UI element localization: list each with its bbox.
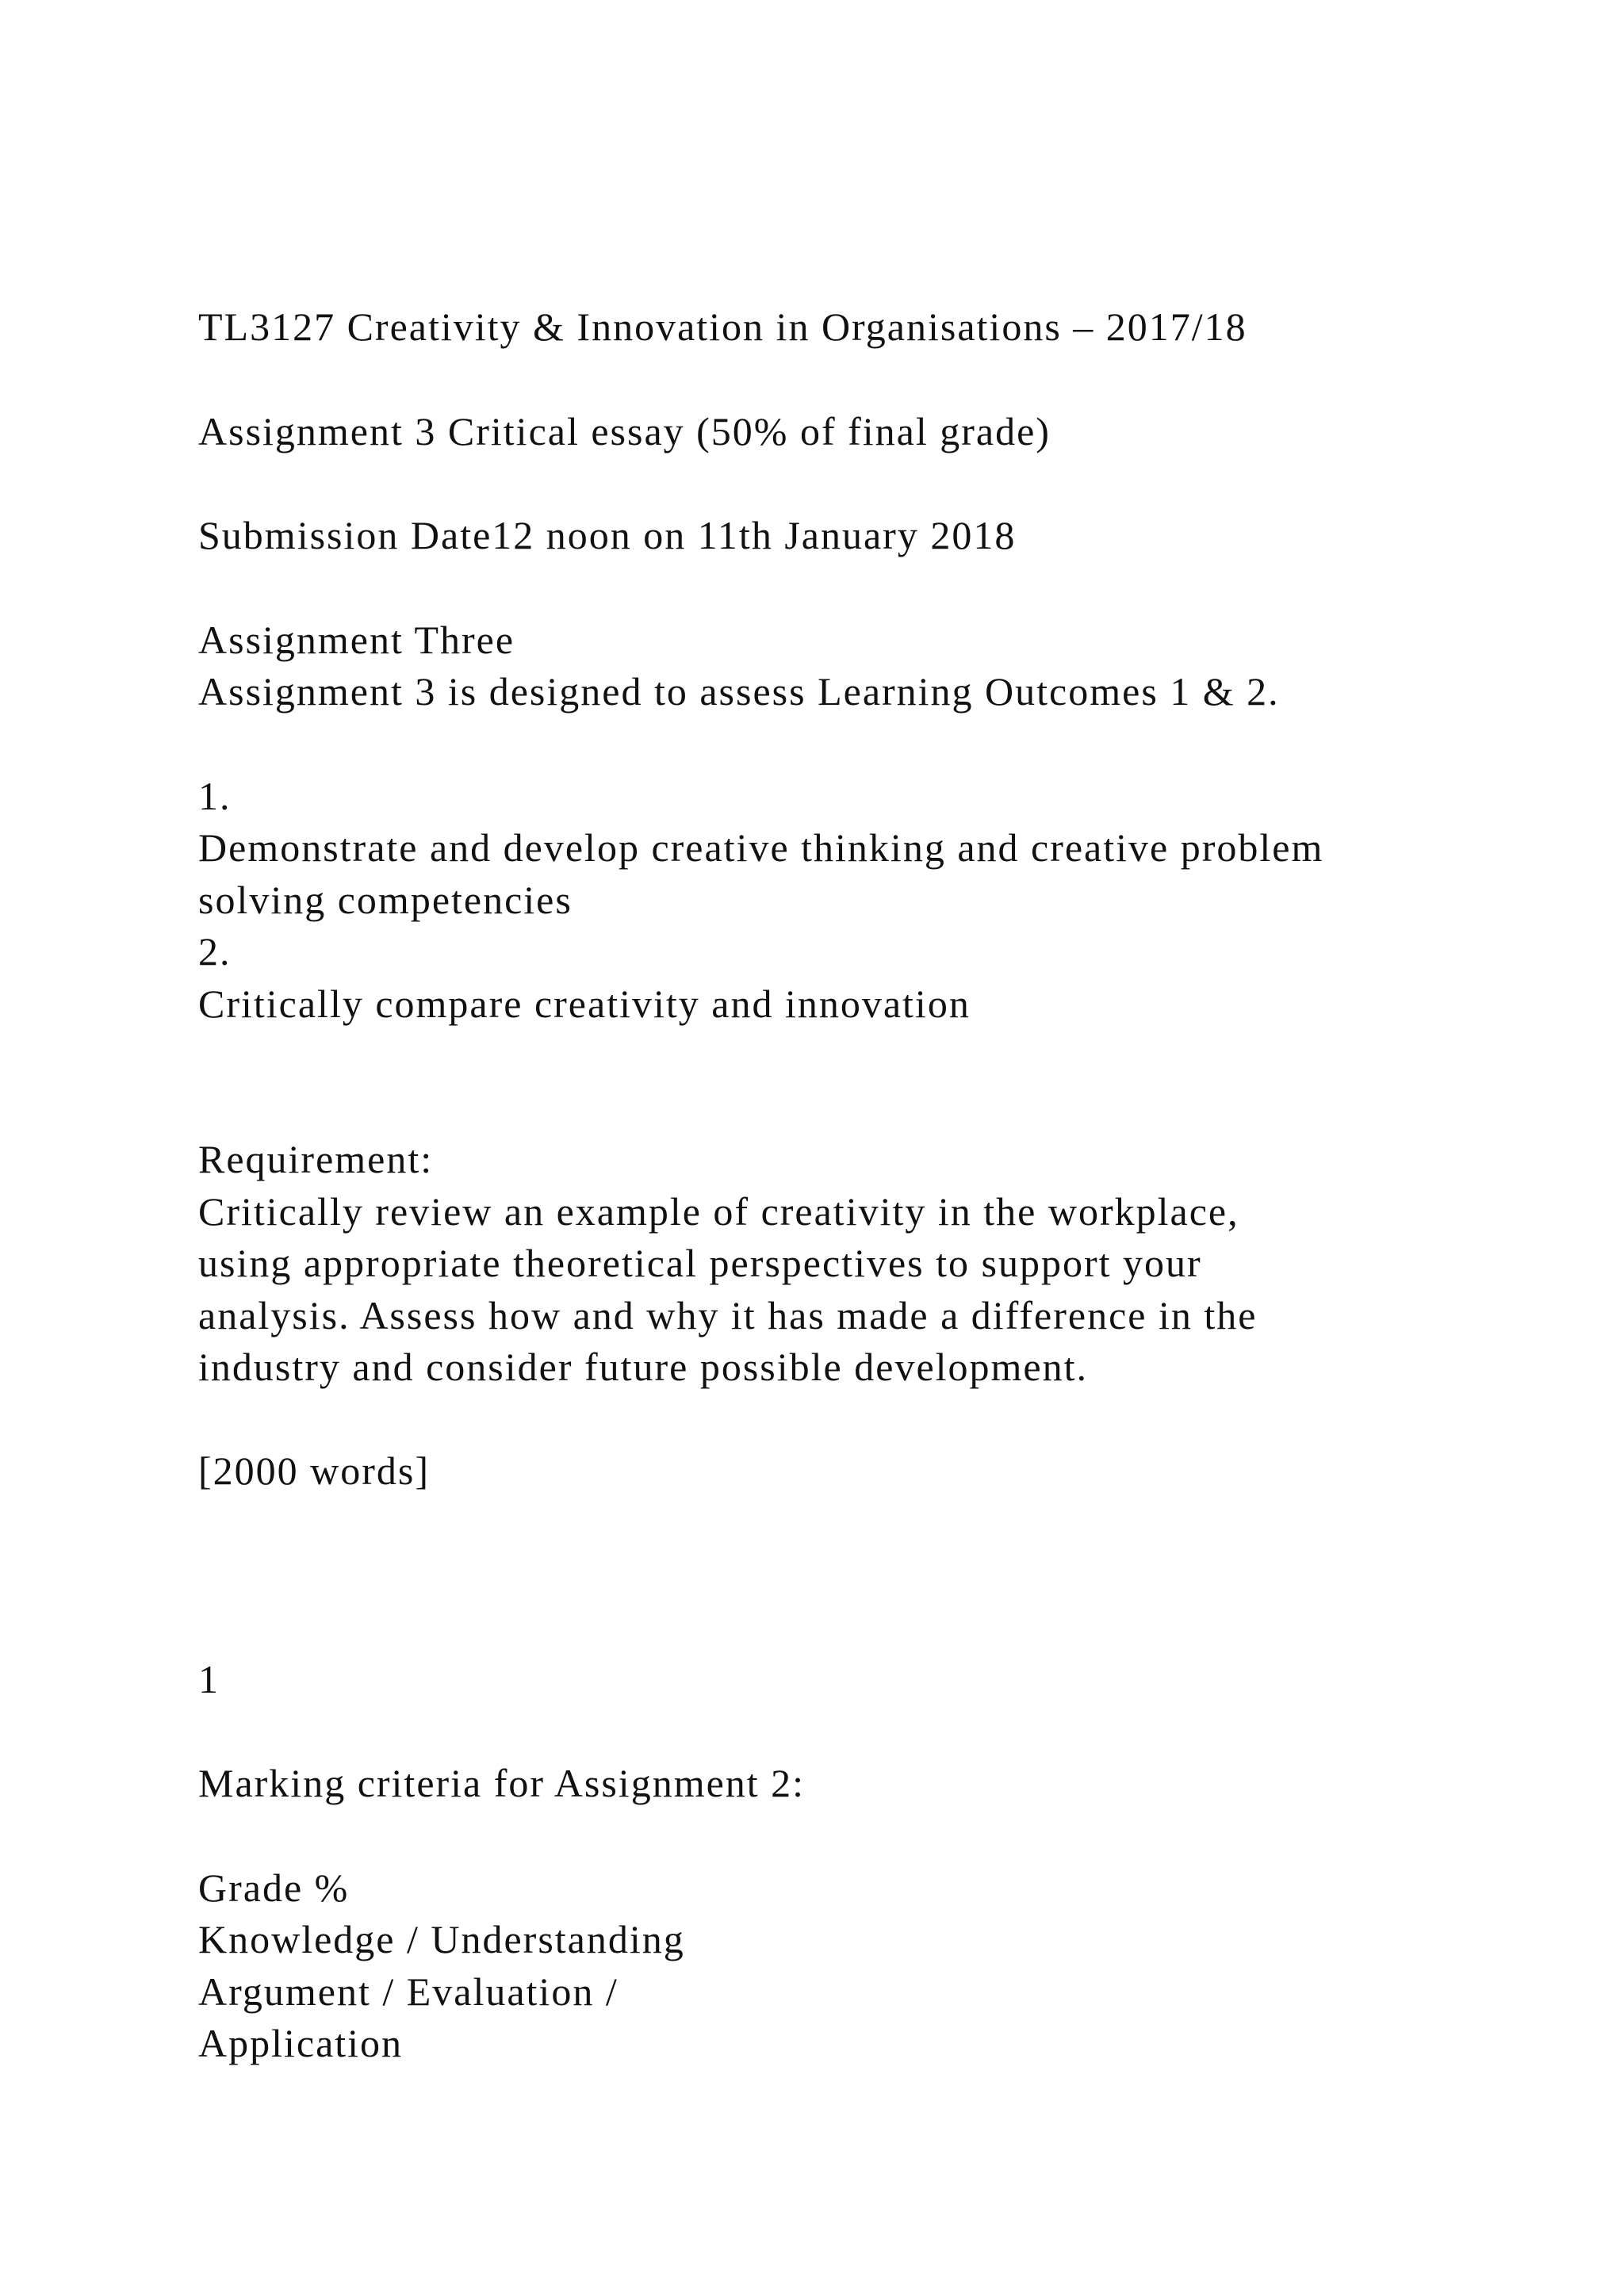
word-count: [2000 words] — [198, 1448, 431, 1493]
outcome-text: Demonstrate and develop creative thinking and creative problem — [198, 825, 1324, 870]
outcome-text: solving competencies — [198, 878, 573, 922]
criteria-line: Knowledge / Understanding — [198, 1917, 685, 1961]
outcome-text: Critically compare creativity and innovation — [198, 982, 971, 1026]
section-heading: Assignment Three — [198, 618, 515, 662]
course-title: TL3127 Creativity & Innovation in Organisations – 2017/18 — [198, 304, 1247, 349]
assignment-line: Assignment 3 Critical essay (50% of final grade) — [198, 409, 1051, 453]
criteria-line: Grade % — [198, 1866, 350, 1910]
criteria-line: Application — [198, 2021, 404, 2065]
requirement-text: industry and consider future possible development. — [198, 1345, 1088, 1389]
requirement-text: using appropriate theoretical perspectives to support your — [198, 1241, 1202, 1285]
outcome-number: 2. — [198, 929, 232, 974]
requirement-text: Critically review an example of creativity in the workplace, — [198, 1189, 1239, 1234]
page-number: 1 — [198, 1657, 220, 1701]
outcome-number: 1. — [198, 774, 232, 818]
marking-heading: Marking criteria for Assignment 2: — [198, 1761, 806, 1805]
criteria-line: Argument / Evaluation / — [198, 1969, 619, 2014]
requirement-label: Requirement: — [198, 1137, 434, 1181]
submission-date: Submission Date12 noon on 11th January 2018 — [198, 513, 1017, 557]
requirement-text: analysis. Assess how and why it has made a difference in the — [198, 1293, 1258, 1337]
assess-statement: Assignment 3 is designed to assess Learning Outcomes 1 & 2. — [198, 669, 1280, 714]
